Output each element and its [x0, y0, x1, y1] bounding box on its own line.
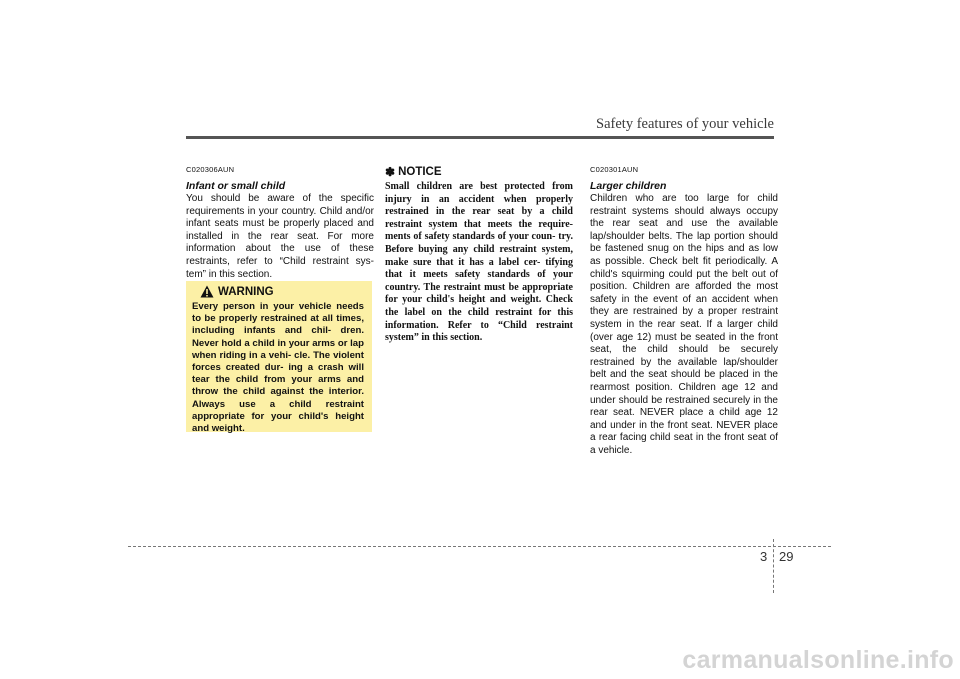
notice-asterisk-icon: ✽: [385, 165, 396, 179]
chapter-number: 3: [760, 549, 768, 564]
section-body: You should be aware of the specific requirements in your country. Child and/or infant seats must be properly placed and installed in the rear seat. For more information about the use of these restraints, refer to “Child restraint sys- tem” in this section.: [186, 193, 374, 280]
warning-title: WARNING: [218, 285, 274, 298]
section-subheading: Larger children: [590, 180, 667, 192]
column-notice: [385, 165, 573, 345]
column-larger-children: [590, 165, 778, 457]
footer-vertical-divider: [773, 539, 774, 593]
header-divider: [186, 136, 774, 139]
footer-divider: [128, 546, 831, 547]
warning-triangle-icon: [200, 285, 214, 298]
page-number: 29: [779, 549, 794, 564]
column-infant: [186, 165, 374, 281]
warning-body: Every person in your vehicle needs to be properly restrained at all times, including infants and chil- dren. Never hold a child in your arms or lap when riding in a vehi- cle. The violent forces created dur- ing a crash will tear the child from your arms and throw the child against the interior. Always use a child restraint appropriate for your child's height and weight.: [192, 301, 364, 435]
notice-title: NOTICE: [398, 166, 442, 178]
notice-header: [385, 165, 573, 179]
warning-header: [200, 285, 364, 298]
section-body: Children who are too large for child restraint systems should always occupy the rear seat and use the available lap/shoulder belts. The lap portion should be fastened snug on the hips and as low as possible. Check belt fit periodically. A child's squirming could put the belt out of position. Children are afforded the most safety in the event of an accident when they are restrained by a proper restraint system in the rear seat. If a larger child (over age 12) must be seated in the front seat, the child should be securely restrained by the available lap/shoulder belt and the seat should be placed in the rearmost position. Children age 12 and under should be restrained securely in the rear seat. NEVER place a child age 12 and under in the front seat. NEVER place a rear facing child seat in the front seat of a vehicle.: [590, 193, 778, 456]
watermark: carmanualsonline.info: [682, 646, 954, 674]
running-header: Safety features of your vehicle: [596, 116, 774, 132]
section-code: C020301AUN: [590, 165, 639, 174]
section-code: C020306AUN: [186, 165, 235, 174]
notice-body: Small children are best protected from injury in an accident when properly restrained in the rear seat by a child restraint system that meets the require- ments of safety standards of your coun- try. Before buying any child restraint system, make sure that it has a label cer- tifying that it meets safety standards of your country. The restraint must be appropriate for your child's height and weight. Check the label on the child restraint for this information. Refer to “Child restraint system” in this section.: [385, 181, 573, 344]
warning-box: [186, 281, 372, 435]
section-subheading: Infant or small child: [186, 180, 286, 192]
